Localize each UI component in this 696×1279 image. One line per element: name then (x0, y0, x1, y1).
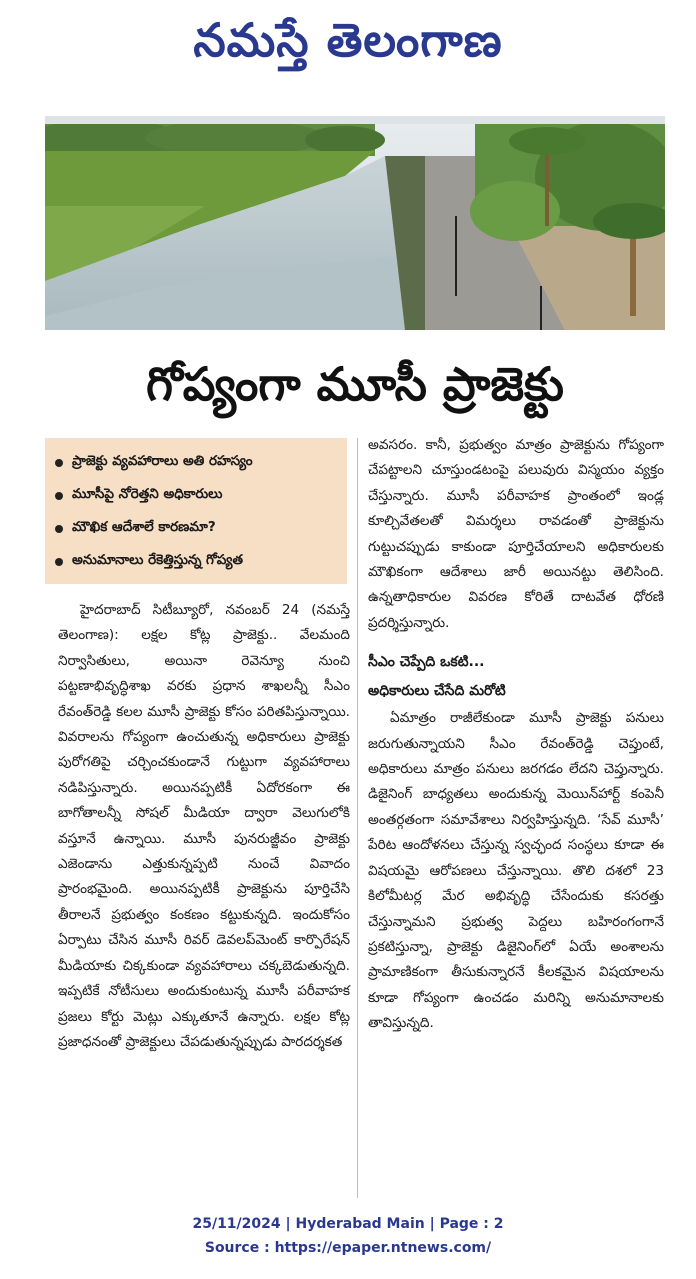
highlight-item (55, 479, 339, 512)
column-divider (357, 438, 358, 1198)
bullet-icon (55, 558, 63, 566)
article-paragraph: ఏమాత్రం రాజీలేకుండా మూసీ ప్రాజెక్టు పనులు జరుగుతున్నాయని సీఎం రేవంత్‌రెడ్డి చెప్తుంటే, అధికారులు మాత్రం పనులు జరగడం లేదని చెప్తున్నారు. డిజైనింగ్‌ బాధ్యతలు అందుకున్న మెయిన్‌హార్ట్‌ కంపెనీ అంతర్గతంగా సమావేశాలు నిర్వహిస్తున్నది. ‘సేవ్‌ మూసీ’ పేరిట ఆందోళనలు చేస్తున్న స్వచ్ఛంద సంస్థలు కూడా ఈ విషయమై ఆరోపణలు చేస్తున్నాయి. తొలి దశలో 23 కిలోమీటర్ల మేర అభివృద్ధి చేసేందుకు కసరత్తు చేస్తున్నామని ప్రభుత్వ పెద్దలు బహిరంగంగానే ప్రకటిస్తున్నా, ప్రాజెక్టు డిజైనింగ్‌లో ఏయే అంశాలను ప్రామాణికంగా తీసుకున్నారనే కీలకమైన విషయాలను కూడా గోప్యంగా ఉంచడం మరిన్ని అనుమానాలకు తావిస్తున్నది. (368, 710, 664, 1032)
highlight-text: మూసీపై నోరెత్తని అధికారులు (72, 486, 223, 502)
footer-date-edition: 25/11/2024 | Hyderabad Main | Page : 2 (192, 1216, 504, 1232)
subheading: సీఎం చెప్పేది ఒకటి... (368, 654, 485, 671)
highlight-text: మౌఖిక ఆదేశాలే కారణమా? (72, 519, 216, 535)
highlight-text: ప్రాజెక్టు వ్యవహారాలు అతి రహస్యం (72, 453, 253, 469)
footer-source: Source : https://epaper.ntnews.com/ (204, 1240, 492, 1256)
bullet-icon (55, 492, 63, 500)
article-dateline: హైదరాబాద్‌ సిటీబ్యూరో, నవంబర్‌ 24 (నమస్తే తెలంగాణ): (58, 602, 350, 644)
article-body-text: లక్షల కోట్ల ప్రాజెక్టు.. వేలమంది నిర్వాసితులు, అయినా రెవెన్యూ నుంచి పట్టణాభివృద్ధిశాఖ వరకు ప్రధాన శాఖలన్నీ సీఎం రేవంత్‌రెడ్డి కలల మూసీ ప్రాజెక్టు కోసం పరితపిస్తున్నాయి. వివరాలను గోప్యంగా ఉంచుతున్న అధికారులు ప్రాజెక్టు పురోగతిపై చర్చించకుండానే గుట్టుగా వ్యవహారాలు నడిపిస్తున్నారు. అయినప్పటికీ ఏదోరకంగా ఈ బాగోతాలన్నీ సోషల్‌ మీడియా ద్వారా వెలుగులోకి వస్తూనే ఉన్నాయి. మూసీ పునరుజ్జీవం ప్రాజెక్టు ఎజెండాను ఎత్తుకున్నప్పటి నుంచే వివాదం ప్రారంభమైంది. అయినప్పటికీ ప్రాజెక్టును పూర్తిచేసి తీరాలనే ప్రభుత్వం కంకణం కట్టుకున్నది. ఇందుకోసం ఏర్పాటు చేసిన మూసీ రివర్‌ డెవలప్‌మెంట్‌ కార్పొరేషన్‌ మీడియాకు చిక్కకుండా వ్యవహారాలు చక్కబెడుతున్నది. ఇప్పటికే నోటీసులు అందుకుంటున్న మూసీ పరీవాహక ప్రజలు కోర్టు మెట్లు ఎక్కుతూనే ఉన్నారు. లక్షల కోట్ల ప్రజాధనంతో ప్రాజెక్టులు చేపడుతున్నప్పుడు పారదర్శకత (58, 627, 350, 1050)
highlights-box (45, 438, 347, 584)
masthead-title: నమస్తే తెలంగాణ (193, 13, 503, 67)
highlight-text: అనుమానాలు రేకెత్తిస్తున్న గోప్యత (72, 552, 243, 568)
article-paragraph (58, 598, 350, 1055)
article-paragraph: అవసరం. కానీ, ప్రభుత్వం మాత్రం ప్రాజెక్టును గోప్యంగా చేపట్టాలని చూస్తుండటంపై పలువురు విస్మయం వ్యక్తం చేస్తున్నారు. మూసీ పరీవాహక ప్రాంతంలో ఇండ్ల కూల్చివేతలతో విమర్శలు రావడంతో ప్రాజెక్టును గుట్టుచప్పుడు కాకుండా పూర్తిచేయాలని అధికారులకు మౌఖికంగా ఆదేశాలు జారీ అయినట్టు తెలిసింది. ఉన్నతాధికారుల వివరణ కోరితే దాటవేత ధోరణి ప్రదర్శిస్తున్నారు. (368, 437, 664, 631)
highlight-item (55, 512, 339, 545)
headline: గోప్యంగా మూసీ ప్రాజెక్టు (146, 357, 564, 411)
highlight-item (55, 446, 339, 479)
article-photo-river (45, 116, 665, 330)
article-column-right (368, 433, 664, 1037)
bullet-icon (55, 525, 63, 533)
article-column-left (58, 598, 350, 1055)
subheading: అధికారులు చేసేది మరోటి (368, 683, 506, 700)
highlight-item (55, 545, 339, 578)
bullet-icon (55, 459, 63, 467)
